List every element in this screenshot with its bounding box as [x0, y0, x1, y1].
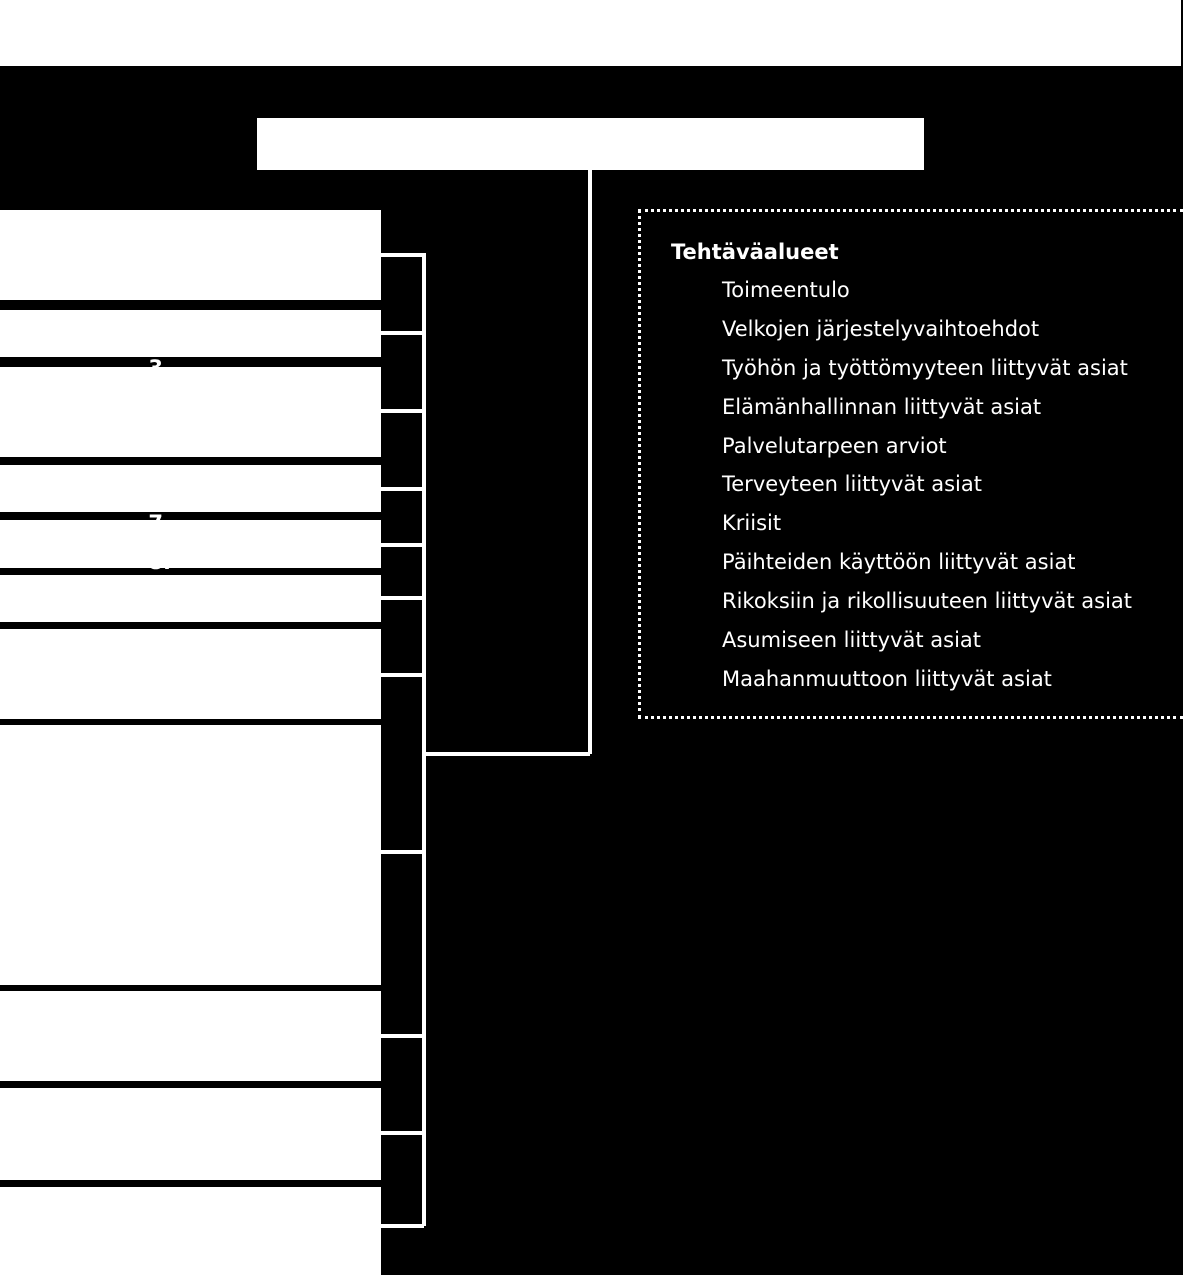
- legend-item-text: Asumiseen liittyvät asiat: [722, 628, 982, 653]
- legend-item-text: Kriisit: [722, 511, 782, 536]
- legend-item-text: Palvelutarpeen arviot: [722, 433, 947, 458]
- legend-item-text: Elämänhallinnan liittyvät asiat: [722, 394, 1042, 419]
- legend-item-text: Terveyteen liittyvät asiat: [722, 472, 982, 497]
- legend-item-number: 10.: [133, 628, 171, 653]
- legend-item-number: 8.: [148, 550, 171, 575]
- legend-item-text: Velkojen järjestelyvaihtoehdot: [722, 316, 1040, 341]
- legend-item-number: 3.: [148, 355, 171, 380]
- legend-item-number: 1.: [148, 278, 171, 302]
- legend-item-number: 9.: [148, 589, 171, 614]
- legend-item-number: 4.: [148, 394, 171, 419]
- legend-item-number: 6.: [148, 472, 171, 497]
- legend-item-number: 11.: [133, 666, 171, 691]
- legend-item-text: Työhön ja työttömyyteen liittyvät asiat: [722, 355, 1128, 380]
- legend-item-text: Päihteiden käyttöön liittyvät asiat: [722, 550, 1076, 575]
- legend-item-number: 5.: [148, 433, 171, 458]
- legend-item-number: 2.: [148, 316, 171, 341]
- legend-item-text: Maahanmuuttoon liittyvät asiat: [722, 666, 1052, 691]
- legend-item-number: 7.: [148, 511, 171, 536]
- legend-item-text: Rikoksiin ja rikollisuuteen liittyvät asiat: [722, 589, 1133, 614]
- legend-box: [133, 209, 1183, 719]
- legend-item-text: Toimeentulo: [722, 278, 850, 302]
- legend-title: Tehtäväalueet: [671, 240, 839, 264]
